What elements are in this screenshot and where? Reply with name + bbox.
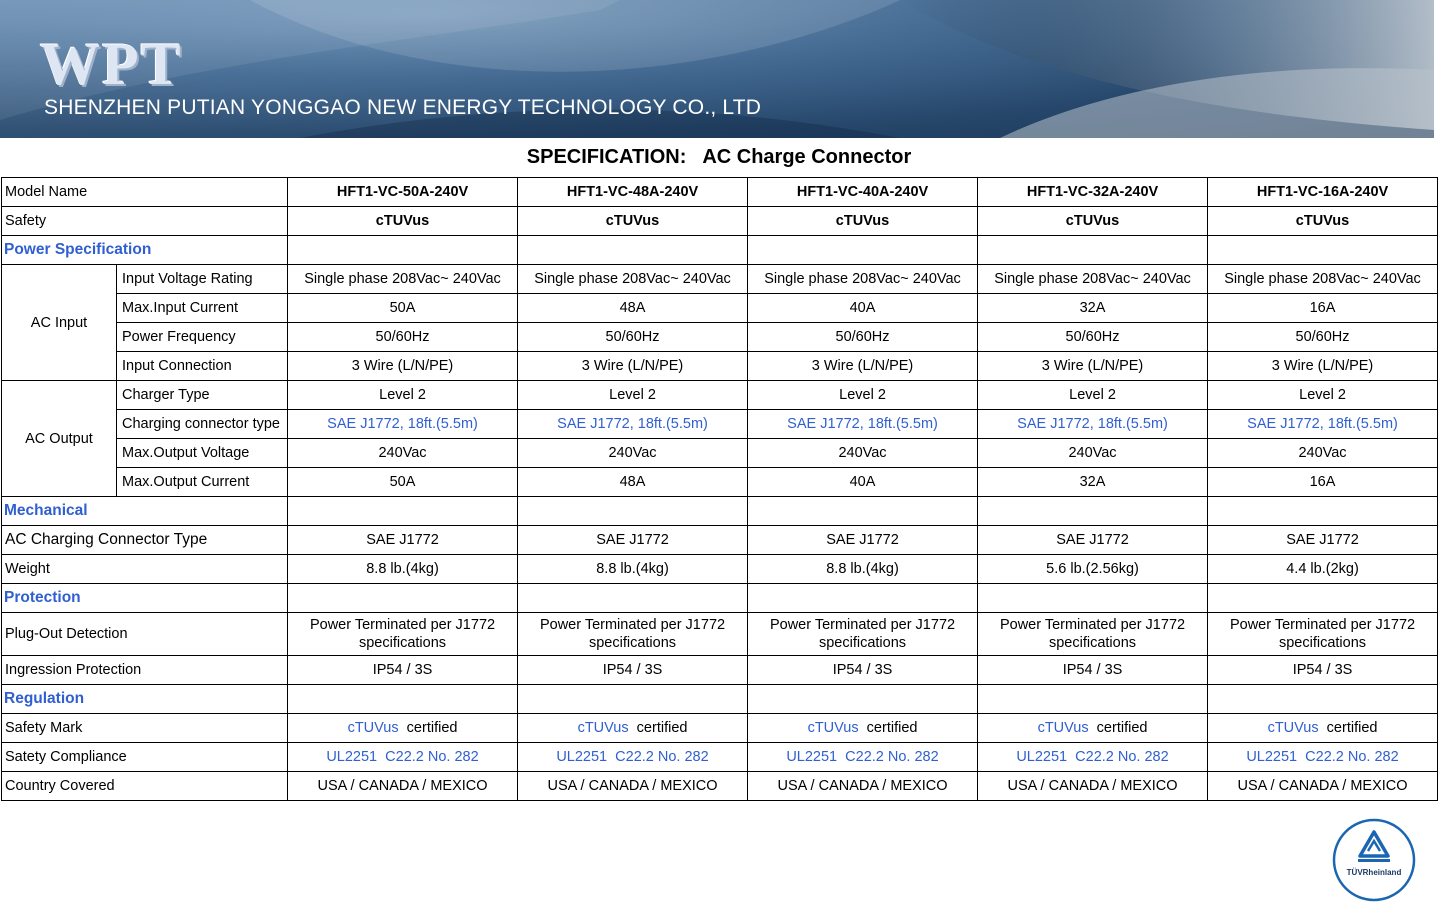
mark-brand: cTUVus <box>1267 720 1319 736</box>
model-cell: HFT1-VC-48A-240V <box>518 178 748 207</box>
value-cell: IP54 / 3S <box>1208 656 1438 685</box>
value-cell: 3 Wire (L/N/PE) <box>748 352 978 381</box>
value-cell: Power Terminated per J1772 specifications <box>978 613 1208 656</box>
row-input-connection <box>2 352 1438 381</box>
value-cell: Level 2 <box>288 381 518 410</box>
row-connector-type <box>2 410 1438 439</box>
value-cell: IP54 / 3S <box>978 656 1208 685</box>
empty-cell <box>518 685 748 714</box>
mark-text: certified <box>1096 720 1148 736</box>
value-cell: UL2251 C22.2 No. 282 <box>748 743 978 772</box>
value-cell: UL2251 C22.2 No. 282 <box>288 743 518 772</box>
value-cell: 16A <box>1208 468 1438 497</box>
value-cell: 48A <box>518 468 748 497</box>
empty-cell <box>288 236 518 265</box>
value-cell: USA / CANADA / MEXICO <box>978 772 1208 801</box>
header-banner <box>0 0 1434 138</box>
page-title: SPECIFICATION: AC Charge Connector <box>526 146 912 168</box>
value-cell: SAE J1772 <box>1208 526 1438 555</box>
value-cell: Single phase 208Vac~ 240Vac <box>978 265 1208 294</box>
value-cell: SAE J1772, 18ft.(5.5m) <box>748 410 978 439</box>
mark-brand: cTUVus <box>347 720 399 736</box>
value-cell: 8.8 lb.(4kg) <box>518 555 748 584</box>
company-name: SHENZHEN PUTIAN YONGGAO NEW ENERGY TECHNOLOGY CO., LTD <box>44 96 762 119</box>
empty-cell <box>518 497 748 526</box>
empty-cell <box>978 584 1208 613</box>
value-cell: USA / CANADA / MEXICO <box>748 772 978 801</box>
mark-brand: cTUVus <box>1037 720 1089 736</box>
value-cell: 3 Wire (L/N/PE) <box>1208 352 1438 381</box>
model-cell: HFT1-VC-32A-240V <box>978 178 1208 207</box>
value-cell: 240Vac <box>978 439 1208 468</box>
value-cell: 5.6 lb.(2.56kg) <box>978 555 1208 584</box>
row-safety <box>2 207 1438 236</box>
value-cell: SAE J1772 <box>978 526 1208 555</box>
empty-cell <box>748 685 978 714</box>
section-power-spec <box>2 236 1438 265</box>
value-cell: 240Vac <box>518 439 748 468</box>
value-cell: 8.8 lb.(4kg) <box>748 555 978 584</box>
value-cell: 4.4 lb.(2kg) <box>1208 555 1438 584</box>
value-cell: IP54 / 3S <box>748 656 978 685</box>
empty-cell <box>1208 685 1438 714</box>
value-cell: 50/60Hz <box>978 323 1208 352</box>
mark-text: certified <box>1326 720 1378 736</box>
mark-text: certified <box>636 720 688 736</box>
label-safety: Safety <box>2 207 288 236</box>
value-cell: 240Vac <box>748 439 978 468</box>
value-cell <box>518 714 748 743</box>
tuv-rheinland-logo <box>1332 818 1416 902</box>
empty-cell <box>1208 584 1438 613</box>
mark-text: certified <box>866 720 918 736</box>
value-cell: 50/60Hz <box>1208 323 1438 352</box>
value-cell: cTUVus <box>1208 207 1438 236</box>
value-cell: IP54 / 3S <box>518 656 748 685</box>
value-cell: Power Terminated per J1772 specifications <box>1208 613 1438 656</box>
empty-cell <box>288 497 518 526</box>
value-cell: 50A <box>288 468 518 497</box>
value-cell: Single phase 208Vac~ 240Vac <box>1208 265 1438 294</box>
row-power-frequency <box>2 323 1438 352</box>
label-max-output-current: Max.Output Current <box>117 468 288 497</box>
empty-cell <box>978 236 1208 265</box>
value-cell: USA / CANADA / MEXICO <box>518 772 748 801</box>
value-cell: cTUVus <box>978 207 1208 236</box>
value-cell <box>288 714 518 743</box>
mark-brand: cTUVus <box>807 720 859 736</box>
model-cell: HFT1-VC-40A-240V <box>748 178 978 207</box>
value-cell: cTUVus <box>748 207 978 236</box>
label-ingression: Ingression Protection <box>2 656 288 685</box>
value-cell: 240Vac <box>288 439 518 468</box>
value-cell: 240Vac <box>1208 439 1438 468</box>
value-cell: SAE J1772 <box>748 526 978 555</box>
value-cell: 16A <box>1208 294 1438 323</box>
empty-cell <box>518 236 748 265</box>
empty-cell <box>288 584 518 613</box>
empty-cell <box>1208 497 1438 526</box>
value-cell: Level 2 <box>748 381 978 410</box>
value-cell: UL2251 C22.2 No. 282 <box>518 743 748 772</box>
value-cell: 3 Wire (L/N/PE) <box>978 352 1208 381</box>
value-cell <box>748 714 978 743</box>
model-cell: HFT1-VC-50A-240V <box>288 178 518 207</box>
row-input-voltage <box>2 265 1438 294</box>
value-cell: 50A <box>288 294 518 323</box>
row-country <box>2 772 1438 801</box>
empty-cell <box>288 685 518 714</box>
mark-brand: cTUVus <box>577 720 629 736</box>
value-cell: Power Terminated per J1772 specifications <box>518 613 748 656</box>
empty-cell <box>978 685 1208 714</box>
section-heading: Power Specification <box>2 236 288 265</box>
row-safety-mark <box>2 714 1438 743</box>
value-cell: USA / CANADA / MEXICO <box>288 772 518 801</box>
empty-cell <box>978 497 1208 526</box>
value-cell: Single phase 208Vac~ 240Vac <box>518 265 748 294</box>
section-heading: Regulation <box>2 685 288 714</box>
label-safety-compliance: Satety Compliance <box>2 743 288 772</box>
value-cell: Level 2 <box>1208 381 1438 410</box>
row-ingression <box>2 656 1438 685</box>
row-max-output-current <box>2 468 1438 497</box>
value-cell: Single phase 208Vac~ 240Vac <box>288 265 518 294</box>
group-ac-input: AC Input <box>2 265 117 381</box>
value-cell: 32A <box>978 468 1208 497</box>
value-cell: 50/60Hz <box>288 323 518 352</box>
value-cell: cTUVus <box>518 207 748 236</box>
section-protection <box>2 584 1438 613</box>
value-cell: SAE J1772, 18ft.(5.5m) <box>978 410 1208 439</box>
label-connector-type: Charging connector type <box>117 410 288 439</box>
label-model-name: Model Name <box>2 178 288 207</box>
section-mechanical <box>2 497 1438 526</box>
value-cell <box>1208 714 1438 743</box>
value-cell: 3 Wire (L/N/PE) <box>288 352 518 381</box>
value-cell: cTUVus <box>288 207 518 236</box>
section-heading: Protection <box>2 584 288 613</box>
row-safety-compliance <box>2 743 1438 772</box>
value-cell: Single phase 208Vac~ 240Vac <box>748 265 978 294</box>
value-cell: UL2251 C22.2 No. 282 <box>1208 743 1438 772</box>
value-cell: SAE J1772, 18ft.(5.5m) <box>1208 410 1438 439</box>
label-safety-mark: Safety Mark <box>2 714 288 743</box>
tuv-logo-text: TÜVRheinland <box>1346 868 1402 877</box>
row-max-output-voltage <box>2 439 1438 468</box>
label-max-input-current: Max.Input Current <box>117 294 288 323</box>
value-cell: 40A <box>748 468 978 497</box>
value-cell: 32A <box>978 294 1208 323</box>
model-cell: HFT1-VC-16A-240V <box>1208 178 1438 207</box>
value-cell: Power Terminated per J1772 specifications <box>748 613 978 656</box>
company-logo: WPT <box>40 31 183 97</box>
mark-text: certified <box>406 720 458 736</box>
value-cell: Power Terminated per J1772 specifications <box>288 613 518 656</box>
value-cell: 3 Wire (L/N/PE) <box>518 352 748 381</box>
value-cell: 48A <box>518 294 748 323</box>
value-cell: UL2251 C22.2 No. 282 <box>978 743 1208 772</box>
row-weight <box>2 555 1438 584</box>
empty-cell <box>748 584 978 613</box>
value-cell: 50/60Hz <box>518 323 748 352</box>
label-input-connection: Input Connection <box>117 352 288 381</box>
value-cell: Level 2 <box>978 381 1208 410</box>
label-input-voltage: Input Voltage Rating <box>117 265 288 294</box>
row-max-input-current <box>2 294 1438 323</box>
section-heading: Mechanical <box>2 497 288 526</box>
row-charger-type <box>2 381 1438 410</box>
label-power-frequency: Power Frequency <box>117 323 288 352</box>
empty-cell <box>748 497 978 526</box>
empty-cell <box>518 584 748 613</box>
empty-cell <box>748 236 978 265</box>
label-country: Country Covered <box>2 772 288 801</box>
empty-cell <box>1208 236 1438 265</box>
section-regulation <box>2 685 1438 714</box>
row-ac-connector-type <box>2 526 1438 555</box>
value-cell: SAE J1772 <box>288 526 518 555</box>
value-cell: 50/60Hz <box>748 323 978 352</box>
label-plug-out: Plug-Out Detection <box>2 613 288 656</box>
label-max-output-voltage: Max.Output Voltage <box>117 439 288 468</box>
label-weight: Weight <box>2 555 288 584</box>
value-cell: Level 2 <box>518 381 748 410</box>
row-plug-out <box>2 613 1438 656</box>
value-cell: SAE J1772 <box>518 526 748 555</box>
value-cell: 8.8 lb.(4kg) <box>288 555 518 584</box>
value-cell: SAE J1772, 18ft.(5.5m) <box>288 410 518 439</box>
value-cell <box>978 714 1208 743</box>
value-cell: 40A <box>748 294 978 323</box>
label-charger-type: Charger Type <box>117 381 288 410</box>
value-cell: IP54 / 3S <box>288 656 518 685</box>
label-ac-connector-type: AC Charging Connector Type <box>2 526 288 555</box>
value-cell: SAE J1772, 18ft.(5.5m) <box>518 410 748 439</box>
value-cell: USA / CANADA / MEXICO <box>1208 772 1438 801</box>
group-ac-output: AC Output <box>2 381 117 497</box>
spec-table <box>1 177 1438 801</box>
row-model-name <box>2 178 1438 207</box>
